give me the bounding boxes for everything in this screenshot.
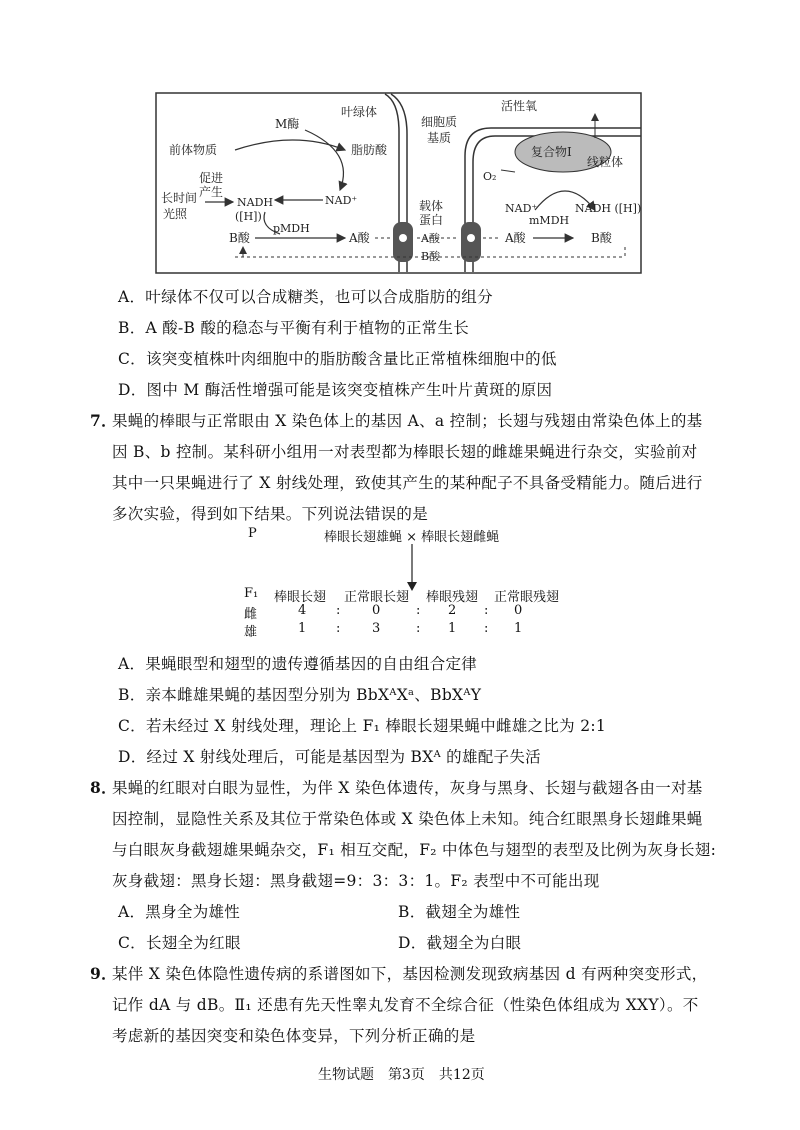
label-pmdh: pMDH: [273, 222, 310, 235]
label-carrier-2: 蛋白: [419, 213, 444, 227]
label-b-acid-left: B酸: [229, 231, 250, 245]
q7-line-1: 果蝇的棒眼与正常眼由 X 染色体上的基因 A、a 控制；长翅与残翅由常染色体上的基: [112, 412, 703, 430]
label-complex: 复合物Ⅰ: [531, 145, 572, 159]
q7-line-3: 其中一只果蝇进行了 X 射线处理，致使其产生的某种配子不具备受精能力。随后进行: [112, 474, 703, 492]
label-nad-left: NAD⁺: [325, 194, 358, 207]
label-precursor: 前体物质: [169, 143, 218, 157]
label-b-acid-mid: B酸: [421, 250, 441, 263]
cross-arrow: [406, 544, 418, 592]
page-footer: 生物试题 第3页 共12页: [318, 1067, 485, 1083]
label-cytoplasm-2: 基质: [427, 131, 452, 145]
cross-row1-sep2: :: [416, 603, 421, 618]
label-promote-2: 产生: [199, 185, 224, 199]
q8-option-c: C．长翅全为红眼: [118, 934, 241, 952]
cross-row2-sex: 雄: [244, 625, 258, 640]
cross-row1-v4: 0: [514, 603, 523, 618]
cross-header-3: 棒眼残翅: [426, 590, 479, 605]
label-cytoplasm-1: 细胞质: [421, 115, 458, 129]
q7-line-2: 因 B、b 控制。某科研小组用一对表型都为棒眼长翅的雌雄果蝇进行杂交，实验前对: [112, 443, 698, 461]
label-a-acid-right: A酸: [505, 231, 526, 245]
label-long-light-1: 长时间: [161, 191, 198, 205]
cross-header-1: 棒眼长翅: [274, 590, 327, 605]
metabolism-diagram: [155, 92, 642, 274]
q9-line-1: 某伴 X 染色体隐性遗传病的系谱图如下，基因检测发现致病基因 d 有两种突变形式，: [112, 965, 708, 983]
cross-row1-v3: 2: [448, 603, 457, 618]
label-mmdh: mMDH: [529, 214, 570, 227]
label-mitochondria: 线粒体: [587, 155, 624, 169]
label-nad-right: NAD⁺: [505, 202, 538, 215]
q7-number: 7．: [90, 411, 117, 430]
q7-line-4: 多次实验，得到如下结果。下列说法错误的是: [112, 505, 429, 523]
cross-f1-label: F₁: [244, 586, 259, 601]
cross-row1-v1: 4: [298, 603, 307, 618]
q8-option-a: A．黑身全为雄性: [118, 903, 241, 921]
q7-option-d: D．经过 X 射线处理后，可能是基因型为 BXᴬ 的雄配子失活: [118, 748, 541, 766]
cross-row2-v3: 1: [448, 621, 457, 636]
q8-number: 8．: [90, 778, 117, 797]
q9-line-3: 考虑新的基因突变和染色体变异，下列分析正确的是: [112, 1027, 476, 1045]
q8-line-1: 果蝇的红眼对白眼为显性，为伴 X 染色体遗传，灰身与黑身、长翅与截翅各由一对基: [112, 779, 703, 797]
cross-row1-sep3: :: [484, 603, 489, 618]
q6-option-d: D．图中 M 酶活性增强可能是该突变植株产生叶片黄斑的原因: [118, 381, 553, 399]
q6-option-c: C．该突变植株叶肉细胞中的脂肪酸含量比正常植株细胞中的低: [118, 350, 557, 368]
q8-line-4: 灰身截翅：黑身长翅：黑身截翅=9：3：3：1。F₂ 表型中不可能出现: [112, 872, 600, 890]
cross-row2-sep3: :: [484, 621, 489, 636]
cross-row2-sep1: :: [336, 621, 341, 636]
cross-row2-sep2: :: [416, 621, 421, 636]
label-nadh-right: NADH ([H]): [575, 202, 642, 215]
label-carrier-1: 载体: [419, 199, 444, 213]
cross-p-label: P: [248, 526, 257, 541]
cross-row2-v2: 3: [372, 621, 381, 636]
label-chloroplast: 叶绿体: [341, 105, 378, 119]
label-o2: O₂: [483, 170, 497, 183]
q7-option-c: C．若未经过 X 射线处理，理论上 F₁ 棒眼长翅果蝇中雌雄之比为 2:1: [118, 717, 607, 735]
cross-row2-v4: 1: [514, 621, 523, 636]
cross-row2-v1: 1: [298, 621, 307, 636]
label-b-acid-right: B酸: [591, 231, 612, 245]
q9-line-2: 记作 dA 与 dB。Ⅱ₁ 还患有先天性睾丸发育不全综合征（性染色体组成为 XXY）。不: [112, 996, 699, 1014]
label-promote-1: 促进: [199, 171, 224, 185]
q9-number: 9．: [90, 964, 117, 983]
cross-row1-sex: 雌: [244, 607, 258, 622]
cross-header-2: 正常眼长翅: [344, 590, 410, 605]
cross-parents: 棒眼长翅雄蝇 × 棒眼长翅雌蝇: [324, 530, 500, 545]
q7-option-a: A．果蝇眼型和翅型的遗传遵循基因的自由组合定律: [118, 655, 478, 673]
q8-line-3: 与白眼灰身截翅雄果蝇杂交，F₁ 相互交配，F₂ 中体色与翅型的表型及比例为灰身长翅:: [112, 841, 717, 859]
q6-option-a: A．叶绿体不仅可以合成糖类，也可以合成脂肪的组分: [118, 288, 493, 306]
label-h-left: ([H]): [235, 210, 262, 223]
label-a-acid-mid: A酸: [421, 232, 440, 245]
label-m-enzyme: M酶: [275, 117, 300, 131]
q8-option-b: B．截翅全为雄性: [398, 903, 521, 921]
cross-header-4: 正常眼残翅: [494, 590, 560, 605]
cross-row1-v2: 0: [372, 603, 381, 618]
q8-option-d: D．截翅全为白眼: [398, 934, 522, 952]
q8-line-2: 因控制，显隐性关系及其位于常染色体或 X 染色体上未知。纯合红眼黑身长翅雌果蝇: [112, 810, 703, 828]
cross-row1-sep1: :: [336, 603, 341, 618]
label-nadh-left: NADH: [237, 196, 273, 209]
label-active-oxygen: 活性氧: [501, 99, 538, 113]
label-a-acid-left: A酸: [349, 231, 370, 245]
q7-option-b: B．亲本雌雄果蝇的基因型分别为 BbXᴬXᵃ、BbXᴬY: [118, 686, 482, 704]
q6-option-b: B．A 酸-B 酸的稳态与平衡有利于植物的正常生长: [118, 319, 470, 337]
label-fatty-acid: 脂肪酸: [351, 143, 388, 157]
label-long-light-2: 光照: [163, 207, 188, 221]
